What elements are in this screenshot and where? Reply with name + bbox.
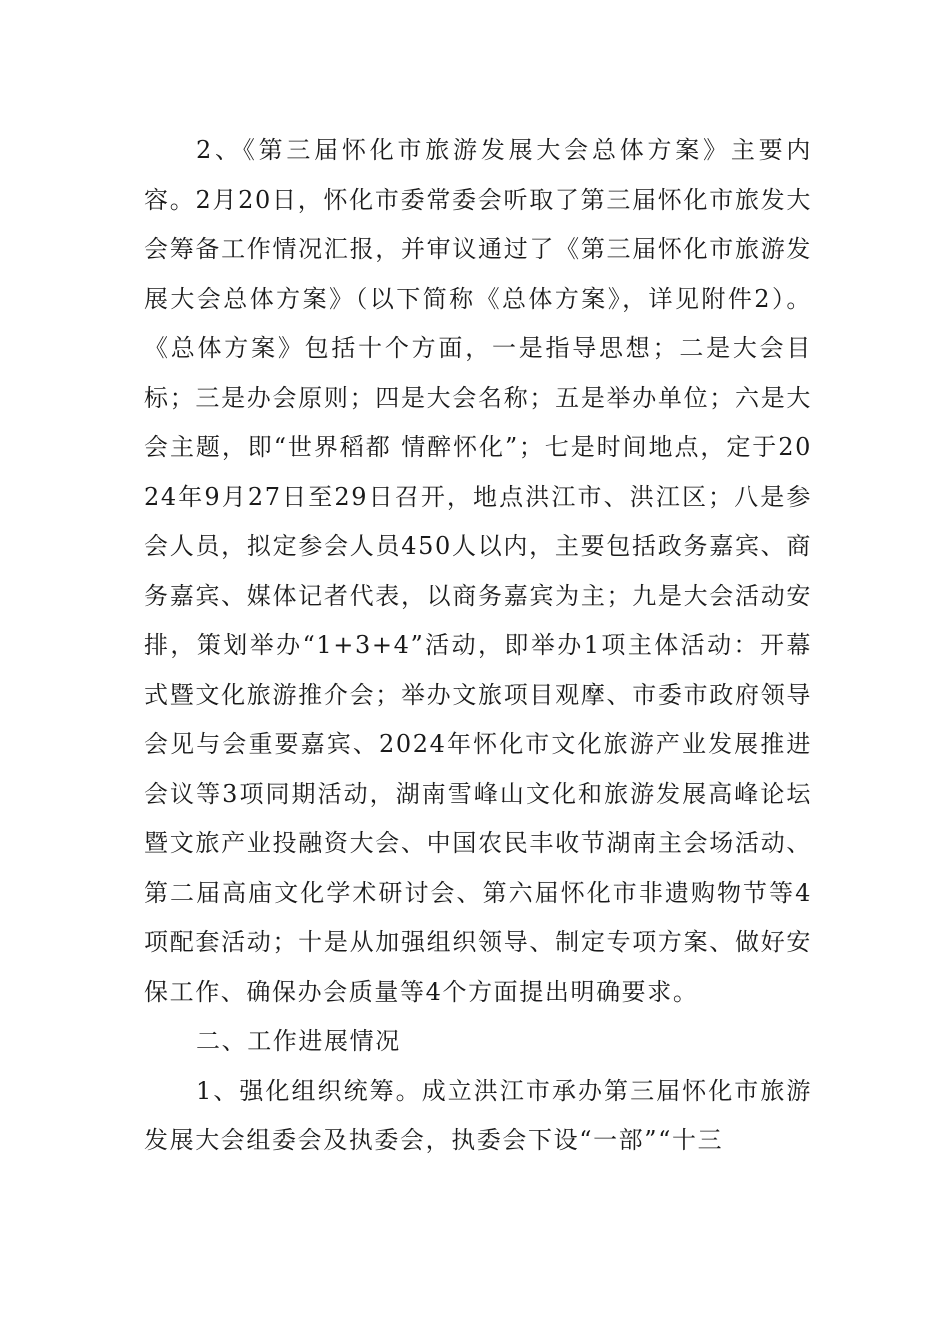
paragraph-overall-plan: 2、《第三届怀化市旅游发展大会总体方案》主要内容。2月20日，怀化市委常委会听取了第三届怀化市旅发大会筹备工作情况汇报，并审议通过了《第三届怀化市旅游发展大会总体方案》（以下简称《总体方案》，详见附件2）。《总体方案》包括十个方面，一是指导思想；二是大会目标；三是办会原则；四是大会名称；五是举办单位；六是大会主题，即“世界稻都 情醉怀化”；七是时间地点，定于2024年9月27日至29日召开，地点洪江市、洪江区；八是参会人员，拟定参会人员450人以内，主要包括政务嘉宾、商务嘉宾、媒体记者代表，以商务嘉宾为主；九是大会活动安排，策划举办“1+3+4”活动，即举办1项主体活动：开幕式暨文化旅游推介会；举办文旅项目观摩、市委市政府领导会见与会重要嘉宾、2024年怀化市文化旅游产业发展推进会议等3项同期活动，湖南雪峰山文化和旅游发展高峰论坛暨文旅产业投融资大会、中国农民丰收节湖南主会场活动、第二届高庙文化学术研讨会、第六届怀化市非遗购物节等4项配套活动；十是从加强组织领导、制定专项方案、做好安保工作、确保办会质量等4个方面提出明确要求。 [144, 136, 812, 1006]
document-body [144, 126, 812, 1166]
section-heading-progress: 二、工作进展情况 [196, 1027, 401, 1055]
paragraph-organization: 1、强化组织统筹。成立洪江市承办第三届怀化市旅游发展大会组委会及执委会，执委会下设“一部”“十三 [144, 1076, 812, 1154]
